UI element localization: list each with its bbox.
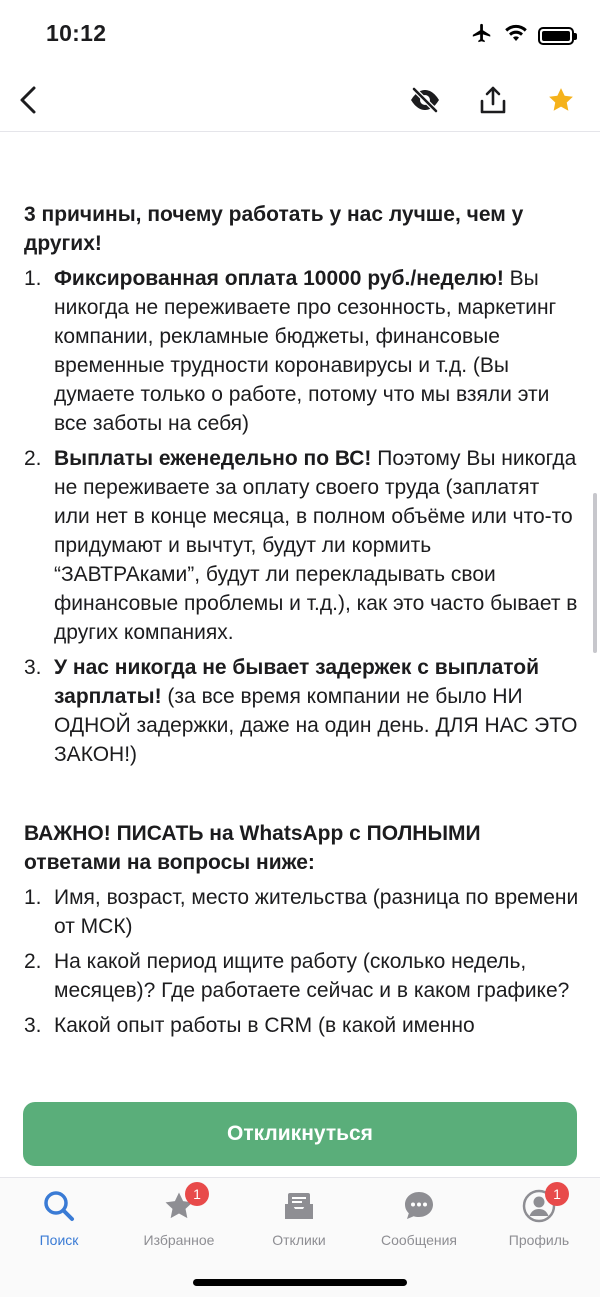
notification-badge: 1 [545, 1182, 569, 1206]
reasons-list [24, 264, 579, 769]
search-icon [39, 1186, 79, 1226]
reason-title: У нас никогда не бывает задержек с выплатой зарплаты! [54, 656, 539, 708]
tab-label: Сообщения [381, 1232, 457, 1248]
reasons-heading: 3 причины, почему работать у нас лучше, чем у других! [24, 203, 524, 255]
list-item [24, 883, 579, 941]
list-number: 2. [24, 447, 42, 470]
profile-icon [519, 1186, 559, 1226]
reason-title: Фиксированная оплата 10000 руб./неделю! [54, 267, 504, 290]
tab-label: Отклики [272, 1232, 326, 1248]
nav-actions [408, 82, 578, 118]
eye-slash-icon[interactable] [408, 82, 442, 118]
messages-icon [399, 1186, 439, 1226]
airplane-icon [470, 22, 494, 49]
question-text: Какой опыт работы в CRM (в какой именно [54, 1014, 475, 1037]
status-time: 10:12 [46, 20, 107, 46]
question-text: Имя, возраст, место жительства (разница по времени от МСК) [54, 886, 579, 938]
home-indicator [193, 1279, 407, 1286]
question-text: На какой период ищите работу (сколько недель, месяцев)? Где работаете сейчас и в каком графике? [54, 950, 570, 1002]
list-item [24, 947, 579, 1005]
nav-bar [0, 70, 600, 132]
tab-search[interactable] [4, 1186, 114, 1256]
reason-text: Вы никогда не переживаете про сезонность, маркетинг компании, рекламные бюджеты, финансовые временные трудности коронавирусы и т.д. (Вы думаете только о работе, потому что мы взяли эти все заботы на себя) [54, 267, 557, 435]
reason-text: Поэтому Вы никогда не переживаете за оплату своего труда (заплатят или нет в конце месяца, в полном объёме или что-то придумают и вычтут, будут ли кормить “ЗАВТРАками”, будут ли перекладывать свои финансовые проблемы и т.д.), как это часто бывает в других компаниях. [54, 447, 578, 644]
list-item [24, 264, 579, 438]
back-chevron-icon[interactable] [14, 82, 44, 118]
questions-list [24, 883, 579, 1040]
wifi-icon [504, 23, 528, 48]
list-item [24, 444, 579, 647]
reason-text: (за все время компании не было НИ ОДНОЙ задержки, даже на один день. ДЛЯ НАС ЭТО ЗАКОН!) [54, 685, 578, 766]
star-icon[interactable] [544, 82, 578, 118]
list-number: 3. [24, 656, 42, 679]
list-number: 2. [24, 950, 42, 973]
status-icons [470, 22, 574, 49]
tab-profile[interactable] [484, 1186, 594, 1256]
reason-title: Выплаты еженедельно по ВС! [54, 447, 372, 470]
list-item [24, 1011, 579, 1040]
list-number: 3. [24, 1014, 42, 1037]
tab-label: Профиль [508, 1232, 570, 1248]
battery-icon [538, 27, 574, 45]
share-icon[interactable] [476, 82, 510, 118]
tab-label: Избранное [143, 1232, 215, 1248]
important-heading: ВАЖНО! ПИСАТЬ на WhatsApp с ПОЛНЫМИ ответами на вопросы ниже: [24, 822, 481, 874]
responses-icon [279, 1186, 319, 1226]
tab-favorites[interactable] [124, 1186, 234, 1256]
scrollbar[interactable] [593, 493, 597, 653]
status-bar [0, 0, 600, 70]
tab-messages[interactable] [364, 1186, 474, 1256]
list-number: 1. [24, 267, 42, 290]
notification-badge: 1 [185, 1182, 209, 1206]
list-number: 1. [24, 886, 42, 909]
list-item [24, 653, 579, 769]
apply-button[interactable]: Откликнуться [23, 1102, 577, 1166]
tab-label: Поиск [39, 1232, 79, 1248]
star-icon [159, 1186, 199, 1226]
vacancy-description[interactable] [24, 200, 579, 1090]
tab-responses[interactable] [244, 1186, 354, 1256]
